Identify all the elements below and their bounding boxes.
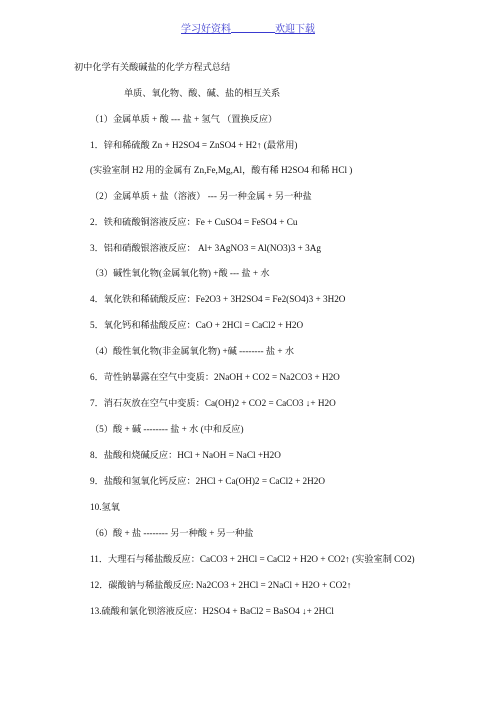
equation-line: 1．锌和稀硫酸 Zn + H2SO4 = ZnSO4 + H2↑ (最常用)	[90, 140, 298, 150]
section-heading: （2）金属单质 + 盐（溶液） --- 另一种金属 + 另一种盐	[90, 191, 312, 201]
equation-line: 9．盐酸和氢氧化钙反应：2HCl + Ca(OH)2 = CaCl2 + 2H2O	[90, 476, 326, 486]
equation-line: 12．碳酸钠与稀盐酸反应: Na2CO3 + 2HCl = 2NaCl + H2O + CO2↑	[90, 580, 352, 590]
equation-line: 2．铁和硫酸铜溶液反应：Fe + CuSO4 = FeSO4 + Cu	[90, 217, 298, 227]
section-heading: （3）碱性氧化物(金属氧化物) +酸 --- 盐 + 水	[90, 268, 270, 278]
section-heading: （1）金属单质 + 酸 --- 盐 + 氢气 （置换反应）	[90, 114, 278, 124]
equation-line: 13.硫酸和氯化钡溶液反应：H2SO4 + BaCl2 = BaSO4 ↓+ 2HCl	[90, 606, 334, 616]
header-right-text: 欢迎下载	[275, 24, 315, 35]
document-title: 初中化学有关酸碱盐的化学方程式总结	[74, 62, 231, 72]
equation-line: 3．铝和硝酸银溶液反应： Al+ 3AgNO3 = Al(NO3)3 + 3Ag	[90, 243, 321, 253]
header-left-text: 学习好资料	[181, 24, 231, 35]
document-subtitle: 单质、氧化物、酸、碱、盐的相互关系	[124, 88, 281, 98]
header-separator	[231, 32, 275, 33]
equation-line: 4．氧化铁和稀硫酸反应：Fe2O3 + 3H2SO4 = Fe2(SO4)3 + 3H2O	[90, 294, 346, 304]
equation-line: 6．苛性钠暴露在空气中变质：2NaOH + CO2 = Na2CO3 + H2O	[90, 372, 340, 382]
section-heading: （5）酸 + 碱 -------- 盐 + 水 (中和反应)	[90, 424, 244, 434]
page-header	[0, 20, 496, 35]
equation-line: 5．氧化钙和稀盐酸反应：CaO + 2HCl = CaCl2 + H2O	[90, 320, 304, 330]
equation-line: 10.氢氧	[90, 502, 120, 512]
equation-line: 8．盐酸和烧碱反应：HCl + NaOH = NaCl +H2O	[90, 450, 281, 460]
section-heading: （6）酸 + 盐 -------- 另一种酸 + 另一种盐	[90, 528, 254, 538]
equation-line: 7．消石灰放在空气中变质：Ca(OH)2 + CO2 = CaCO3 ↓+ H2O	[90, 398, 336, 408]
equation-line: 11．大理石与稀盐酸反应：CaCO3 + 2HCl = CaCl2 + H2O + CO2↑ (实验室制 CO2)	[90, 554, 415, 564]
section-heading: （4）酸性氧化物(非金属氧化物) +碱 -------- 盐 + 水	[90, 346, 295, 356]
note-line: (实验室制 H2 用的金属有 Zn,Fe,Mg,Al，酸有稀 H2SO4 和稀 HCl )	[90, 165, 353, 175]
